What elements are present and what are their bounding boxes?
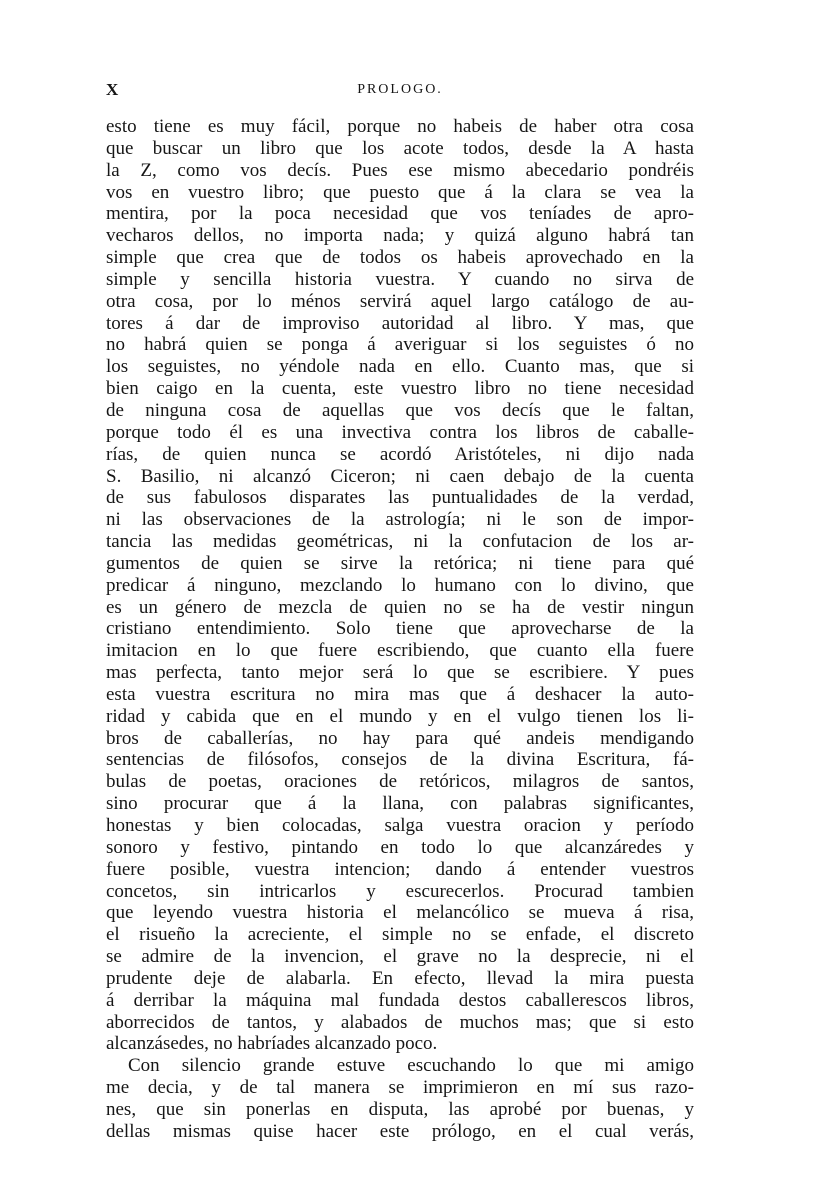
text-line: tancia las medidas geométricas, ni la confutacion de los ar- <box>106 531 694 553</box>
text-line: sentencias de filósofos, consejos de la divina Escritura, fá- <box>106 749 694 771</box>
text-line: bros de caballerías, no hay para qué andeis mendigando <box>106 727 694 749</box>
text-line: que leyendo vuestra historia el melancólico se mueva á risa, <box>106 902 694 924</box>
text-line: mas perfecta, tanto mejor será lo que se escribiere. Y pues <box>106 662 694 684</box>
text-line: cristiano entendimiento. Solo tiene que aprovecharse de la <box>106 618 694 640</box>
text-line: me decia, y de tal manera se imprimieron en mí sus razo- <box>106 1077 694 1099</box>
text-line: de sus fabulosos disparates las puntualidades de la verdad, <box>106 487 694 509</box>
text-line: dellas mismas quise hacer este prólogo, en el cual verás, <box>106 1120 694 1142</box>
text-line: á derribar la máquina mal fundada destos caballerescos libros, <box>106 989 694 1011</box>
text-line: que buscar un libro que los acote todos, desde la A hasta <box>106 137 694 159</box>
text-line: gumentos de quien se sirve la retórica; ni tiene para qué <box>106 552 694 574</box>
running-title: PROLOGO. <box>357 82 443 97</box>
text-line: vos en vuestro libro; que puesto que á la clara se vea la <box>106 181 694 203</box>
text-line: sonoro y festivo, pintando en todo lo que alcanzáredes y <box>106 836 694 858</box>
text-line: otra cosa, por lo ménos servirá aquel largo catálogo de au- <box>106 290 694 312</box>
text-line: el risueño la acreciente, el simple no se enfade, el discreto <box>106 924 694 946</box>
text-line: la Z, como vos decís. Pues ese mismo abecedario pondréis <box>106 159 694 181</box>
text-line: es un género de mezcla de quien no se ha de vestir ningun <box>106 596 694 618</box>
text-line: predicar á ninguno, mezclando lo humano con lo divino, que <box>106 574 694 596</box>
text-line: ridad y cabida que en el mundo y en el vulgo tienen los li- <box>106 705 694 727</box>
text-line: bulas de poetas, oraciones de retóricos, milagros de santos, <box>106 771 694 793</box>
paragraph-end-line: alcanzásedes, no habríades alcanzado poco. <box>106 1033 438 1055</box>
text-line: mentira, por la poca necesidad que vos teníades de apro- <box>106 203 694 225</box>
text-line: porque todo él es una invectiva contra los libros de caballe- <box>106 421 694 443</box>
text-line: nes, que sin ponerlas en disputa, las aprobé por buenas, y <box>106 1098 694 1120</box>
page-number: X <box>106 80 120 99</box>
text-line: de ninguna cosa de aquellas que vos decís que le faltan, <box>106 399 694 421</box>
text-line: los seguistes, no yéndole nada en ello. Cuanto mas, que si <box>106 356 694 378</box>
text-line: no habrá quien se ponga á averiguar si los seguistes ó no <box>106 334 694 356</box>
text-line: simple que crea que de todos os habeis aprovechado en la <box>106 247 694 269</box>
text-line: aborrecidos de tantos, y alabados de muchos mas; que si esto <box>106 1011 694 1033</box>
text-line: rías, de quien nunca se acordó Aristóteles, ni dijo nada <box>106 443 694 465</box>
body-text <box>106 116 694 1143</box>
text-line: imitacion en lo que fuere escribiendo, que cuanto ella fuere <box>106 640 694 662</box>
page-header <box>106 80 694 100</box>
text-line: vecharos dellos, no importa nada; y quizá alguno habrá tan <box>106 225 694 247</box>
text-line: S. Basilio, ni alcanzó Ciceron; ni caen debajo de la cuenta <box>106 465 694 487</box>
paragraph-start-line: Con silencio grande estuve escuchando lo que mi amigo <box>128 1055 694 1077</box>
text-line: fuere posible, vuestra intencion; dando á entender vuestros <box>106 858 694 880</box>
text-line: honestas y bien colocadas, salga vuestra oracion y período <box>106 815 694 836</box>
text-line: concetos, sin intricarlos y escurecerlos. Procurad tambien <box>106 880 694 902</box>
text-line: simple y sencilla historia vuestra. Y cuando no sirva de <box>106 268 694 290</box>
text-line: ni las observaciones de la astrología; ni le son de impor- <box>106 509 694 531</box>
text-line: se admire de la invencion, el grave no la desprecie, ni el <box>106 946 694 968</box>
text-line: bien caigo en la cuenta, este vuestro libro no tiene necesidad <box>106 378 694 400</box>
text-line: esto tiene es muy fácil, porque no habeis de haber otra cosa <box>106 116 694 137</box>
text-line: tores á dar de improviso autoridad al libro. Y mas, que <box>106 312 694 334</box>
text-line: sino procurar que á la llana, con palabras significantes, <box>106 793 694 815</box>
text-line: prudente deje de alabarla. En efecto, llevad la mira puesta <box>106 967 694 989</box>
text-line: esta vuestra escritura no mira mas que á deshacer la auto- <box>106 683 694 705</box>
